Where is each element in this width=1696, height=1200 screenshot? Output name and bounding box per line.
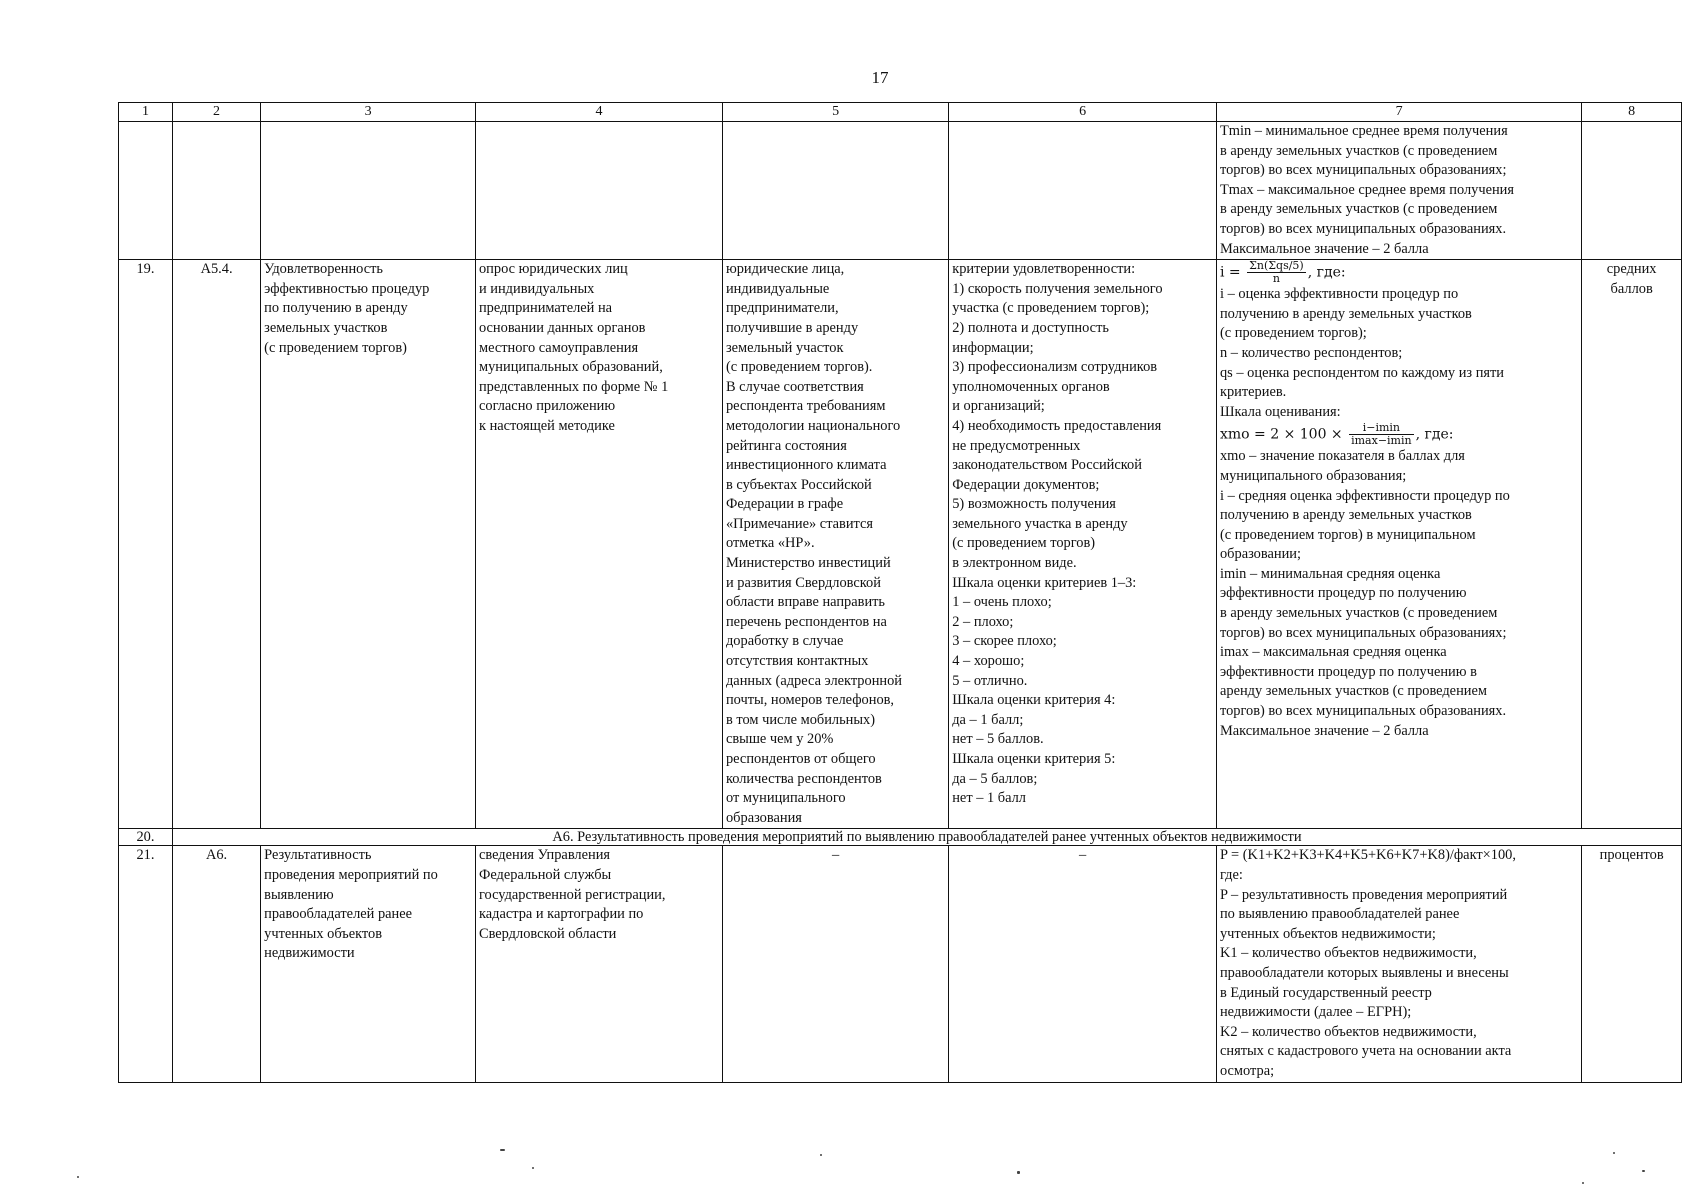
calculation-method: P = (K1+K2+K3+K4+K5+K6+K7+K8)/факт×100, где: P – результативность проведения мероприятий по выявлению правообладателей ранее учтенных объектов недвижимости; K1 – количество объектов недвижимости, правообладатели которых выявлены и внесены в Единый государственный реестр недвижимости (далее – ЕГРН); K2 – количество объектов недвижимости, снятых с кадастрового учета на основании акта осмотра; <box>1216 846 1581 1082</box>
formula-score: xmo = 2 × 100 × $\frac{i-imin}{imax-imin}$ , где: <box>1219 421 1454 448</box>
section-title: А6. Результативность проведения мероприятий по выявлению правообладателей ранее учтенных объектов недвижимости <box>172 829 1681 846</box>
cell-empty <box>172 122 260 260</box>
data-source: сведения Управления Федеральной службы государственной регистрации, кадастра и картографии по Свердловской области <box>475 846 722 1082</box>
scan-speck <box>1017 1171 1020 1174</box>
row-number: 21. <box>119 846 173 1082</box>
cell-empty <box>475 122 722 260</box>
cell-empty <box>949 122 1217 260</box>
scan-speck <box>77 1176 79 1178</box>
cell-empty <box>261 122 476 260</box>
respondents: – <box>722 846 948 1082</box>
formula-average: i = $\frac{\text{Σn(Σqs/5)}}{n}$ , где: <box>1219 259 1346 286</box>
scan-speck <box>532 1167 534 1169</box>
indicator-name: Результативность проведения мероприятий по выявлению правообладателей ранее учтенных объектов недвижимости <box>261 846 476 1082</box>
column-number: 5 <box>722 103 948 122</box>
page-number: 17 <box>871 68 889 87</box>
column-number: 8 <box>1582 103 1682 122</box>
fraction: $\frac{\text{Σn(Σqs/5)}}{n}$ <box>1249 259 1304 286</box>
column-number: 2 <box>172 103 260 122</box>
indicator-code: А6. <box>172 846 260 1082</box>
column-number: 4 <box>475 103 722 122</box>
column-number: 1 <box>119 103 173 122</box>
calculation-method <box>1216 260 1581 829</box>
column-number-row <box>119 103 1682 122</box>
indicator-code: А5.4. <box>172 260 260 829</box>
row-number: 20. <box>119 829 173 846</box>
data-source: опрос юридических лиц и индивидуальных предпринимателей на основании данных органов местного самоуправления муниципальных образований, представленных по форме № 1 согласно приложению к настоящей методике <box>475 260 722 829</box>
method-description-a: i – оценка эффективности процедур по получению в аренду земельных участков (с проведением торгов); n – количество респондентов; qs – оценка респондентом по каждому из пяти критериев. Шкала оценивания: <box>1219 286 1505 420</box>
scan-speck <box>1642 1170 1645 1172</box>
scan-speck <box>1613 1152 1615 1154</box>
column-number: 7 <box>1216 103 1581 122</box>
row-number: 19. <box>119 260 173 829</box>
cell-empty <box>1582 122 1682 260</box>
table-row-20 <box>119 829 1682 846</box>
cell-empty <box>722 122 948 260</box>
scan-speck <box>820 1154 822 1156</box>
unit: средних баллов <box>1582 260 1682 829</box>
table-row-21 <box>119 846 1682 1082</box>
table-row-19 <box>119 260 1682 829</box>
respondents: юридические лица, индивидуальные предприниматели, получившие в аренду земельный участок (с проведением торгов). В случае соответствия респондента требованиям методологии национального рейтинга состояния инвестиционного климата в субъектах Российской Федерации в графе «Примечание» ставится отметка «НР». Министерство инвестиций и развития Свердловской области вправе направить перечень респондентов на доработку в случае отсутствия контактных данных (адреса электронной почты, номеров телефонов, в том числе мобильных) свыше чем у 20% респондентов от общего количества респондентов от муниципального образования <box>722 260 948 829</box>
column-number: 3 <box>261 103 476 122</box>
indicator-name: Удовлетворенность эффективностью процедур по получению в аренду земельных участков (с проведением торгов) <box>261 260 476 829</box>
cell-empty <box>119 122 173 260</box>
method-description-b: xmo – значение показателя в баллах для муниципального образования; i – средняя оценка эффективности процедур по получению в аренду земельных участков (с проведением торгов) в муниципальном образовании; imin – минимальная средняя оценка эффективности процедур по получению в аренду земельных участков (с проведением торгов) во всех муниципальных образованиях; imax – максимальная средняя оценка эффективности процедур по получению в аренду земельных участков (с проведением торгов) во всех муниципальных образованиях. Максимальное значение – 2 балла <box>1219 448 1510 739</box>
scan-speck <box>500 1149 505 1151</box>
indicators-table <box>118 102 1682 1083</box>
continuation-row <box>119 122 1682 260</box>
column-number: 6 <box>949 103 1217 122</box>
criteria: критерии удовлетворенности: 1) скорость получения земельного участка (с проведением торгов); 2) полнота и доступность информации; 3) профессионализм сотрудников уполномоченных органов и организаций; 4) необходимость предоставления не предусмотренных законодательством Российской Федерации документов; 5) возможность получения земельного участка в аренду (с проведением торгов) в электронном виде. Шкала оценки критериев 1–3: 1 – очень плохо; 2 – плохо; 3 – скорее плохо; 4 – хорошо; 5 – отлично. Шкала оценки критерия 4: да – 1 балл; нет – 5 баллов. Шкала оценки критерия 5: да – 5 баллов; нет – 1 балл <box>949 260 1217 829</box>
fraction: $\frac{i-imin}{imax-imin}$ <box>1351 421 1412 448</box>
criteria: – <box>949 846 1217 1082</box>
unit: процентов <box>1582 846 1682 1082</box>
method-text-continued: Tmin – минимальное среднее время получения в аренду земельных участков (с проведением торгов) во всех муниципальных образованиях; Tmax – максимальное среднее время получения в аренду земельных участков (с проведением торгов) во всех муниципальных образованиях. Максимальное значение – 2 балла <box>1216 122 1581 260</box>
scan-speck <box>1582 1182 1584 1184</box>
